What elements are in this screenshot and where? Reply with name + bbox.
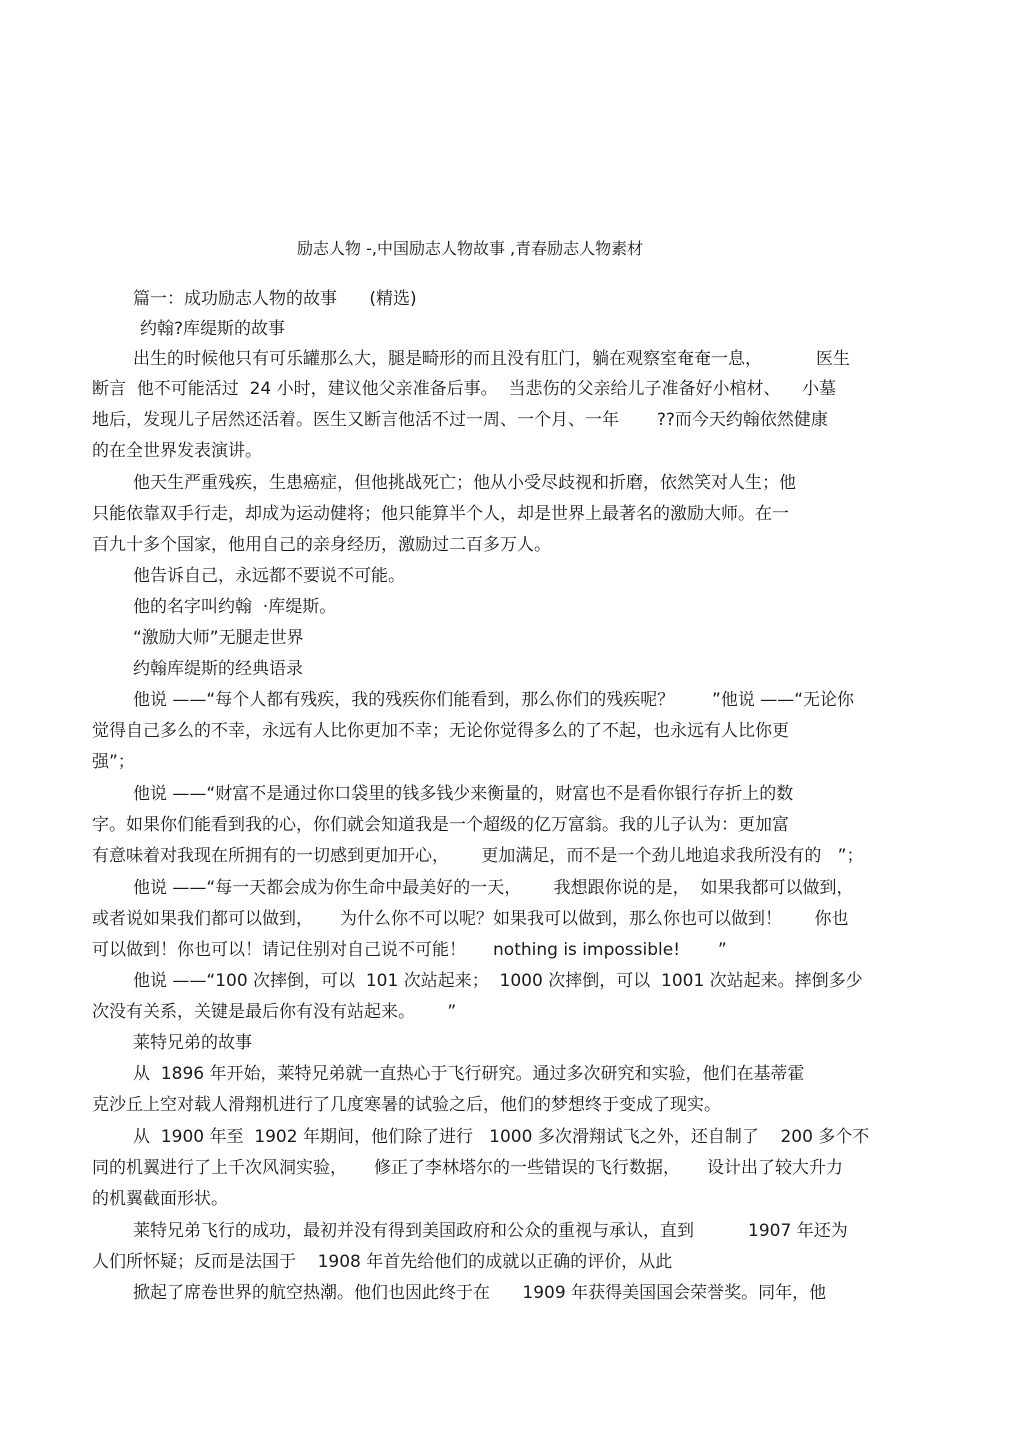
quote-line: 觉得自己多么的不幸，永远有人比你更加不幸；无论你觉得多么的了不起，也永远有人比你更 <box>92 721 789 741</box>
document-title: 励志人物 -,中国励志人物故事 ,青春励志人物素材 <box>297 239 644 258</box>
text-line: 的机翼截面形状。 <box>92 1189 228 1209</box>
quote-line: 或者说如果我们都可以做到， 为什么你不可以呢？如果我可以做到，那么你也可以做到！ 你也 <box>92 909 849 929</box>
text-line: 从 1900 年至 1902 年期间，他们除了进行 1000 多次滑翔试飞之外，还自制了 200 多个不 <box>133 1127 870 1147</box>
subheading: 约翰?库缇斯的故事 <box>140 319 286 339</box>
quote-line: 字。如果你们能看到我的心，你们就会知道我是一个超级的亿万富翁。我的儿子认为：更加富 <box>92 815 789 835</box>
quote-line: 次没有关系，关键是最后你有没有站起来。 ” <box>92 1002 457 1022</box>
subheading: 莱特兄弟的故事 <box>133 1033 252 1053</box>
text-line: 掀起了席卷世界的航空热潮。他们也因此终于在 1909 年获得美国国会荣誉奖。同年，他 <box>133 1283 827 1303</box>
section-heading: 篇一：成功励志人物的故事 (精选) <box>133 289 417 309</box>
text-line: 克沙丘上空对载人滑翔机进行了几度寒暑的试验之后，他们的梦想终于变成了现实。 <box>92 1095 721 1115</box>
subheading: “激励大师”无腿走世界 <box>133 628 304 648</box>
quote-line: 可以做到！你也可以！请记住别对自己说不可能！ nothing is impossible! ” <box>92 940 727 960</box>
quote-line: 有意味着对我现在所拥有的一切感到更加开心， 更加满足，而不是一个劲儿地追求我所没有的 ”； <box>92 846 864 866</box>
text-line: 他告诉自己，永远都不要说不可能。 <box>133 566 405 586</box>
text-line: 他的名字叫约翰 ·库缇斯。 <box>133 597 337 617</box>
quote-line: 他说 ——“100 次摔倒，可以 101 次站起来； 1000 次摔倒，可以 1001 次站起来。摔倒多少 <box>133 971 863 991</box>
text-line: 出生的时候他只有可乐罐那么大，腿是畸形的而且没有肛门，躺在观察室奄奄一息， 医生 <box>133 349 851 369</box>
text-line: 莱特兄弟飞行的成功，最初并没有得到美国政府和公众的重视与承认，直到 1907 年还为 <box>133 1221 848 1241</box>
quote-line: 强”； <box>92 752 135 772</box>
quote-line: 他说 ——“每个人都有残疾，我的残疾你们能看到，那么你们的残疾呢？ ”他说 ——“无论你 <box>133 690 855 710</box>
quote-line: 他说 ——“财富不是通过你口袋里的钱多钱少来衡量的，财富也不是看你银行存折上的数 <box>133 784 794 804</box>
text-line: 人们所怀疑；反而是法国于 1908 年首先给他们的成就以正确的评价，从此 <box>92 1252 673 1272</box>
subheading: 约翰库缇斯的经典语录 <box>133 659 303 679</box>
text-line: 的在全世界发表演讲。 <box>92 441 262 461</box>
text-line: 只能依靠双手行走，却成为运动健将；他只能算半个人，却是世界上最著名的激励大师。在一 <box>92 504 789 524</box>
text-line: 他天生严重残疾，生患癌症，但他挑战死亡；他从小受尽歧视和折磨，依然笑对人生；他 <box>133 473 796 493</box>
quote-line: 他说 ——“每一天都会成为你生命中最美好的一天， 我想跟你说的是， 如果我都可以做到， <box>133 878 854 898</box>
text-line: 地后，发现儿子居然还活着。医生又断言他活不过一周、一个月、一年 ??而今天约翰依然健康 <box>92 410 828 430</box>
text-line: 断言 他不可能活过 24 小时，建议他父亲准备后事。 当悲伤的父亲给儿子准备好小棺材、 小墓 <box>92 379 837 399</box>
text-line: 百九十多个国家，他用自己的亲身经历，激励过二百多万人。 <box>92 535 551 555</box>
text-line: 同的机翼进行了上千次风洞实验， 修正了李林塔尔的一些错误的飞行数据， 设计出了较大升力 <box>92 1158 844 1178</box>
text-line: 从 1896 年开始，莱特兄弟就一直热心于飞行研究。通过多次研究和实验，他们在基蒂霍 <box>133 1064 805 1084</box>
